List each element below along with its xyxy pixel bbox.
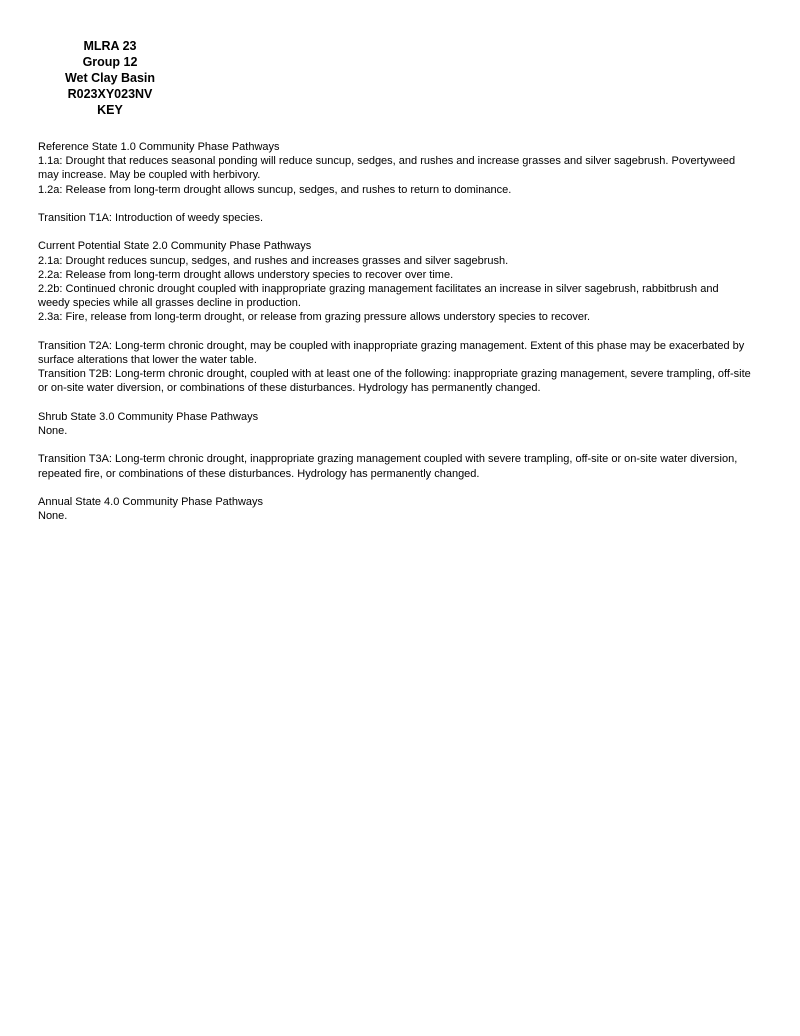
transition-t1a: Transition T1A: Introduction of weedy species.: [38, 212, 264, 224]
transition-t3a: Transition T3A: Long-term chronic drought, inappropriate grazing management coupled with severe trampling, off-site or on-site water diversion, repeated fire, or combinations of these disturbances. Hydrology has permanently changed.: [38, 453, 738, 480]
header-key: KEY: [97, 103, 123, 117]
shrub-pathways-none: None.: [38, 425, 68, 437]
section-title: Annual State 4.0 Community Phase Pathways: [38, 495, 264, 508]
section-transition-t1a: [38, 211, 753, 225]
header-site-name: Wet Clay Basin: [64, 71, 156, 85]
pathway-2-2b: 2.2b: Continued chronic drought coupled with inappropriate grazing management facilitates an increase in silver sagebrush, rabbitbrush and weedy species while all grasses decline in production.: [38, 283, 719, 310]
section-title: Current Potential State 2.0 Community Phase Pathways: [38, 240, 312, 253]
transition-t2a: Transition T2A: Long-term chronic drought, may be coupled with inappropriate grazing management. Extent of this phase may be exacerbated by surface alterations that lower the water table.: [38, 339, 745, 366]
header-mlra: MLRA 23: [83, 39, 137, 53]
section-title: Reference State 1.0 Community Phase Pathways: [38, 141, 280, 153]
document-body: [38, 140, 753, 538]
annual-pathways-none: None.: [38, 510, 68, 523]
section-reference-state: [38, 140, 753, 197]
pathway-2-1a: 2.1a: Drought reduces suncup, sedges, and rushes and increases grasses and silver sagebrush.: [38, 254, 509, 267]
pathway-2-2a: 2.2a: Release from long-term drought allows understory species to recover over time.: [38, 268, 454, 281]
section-shrub-state: [38, 410, 753, 438]
section-annual-state: [38, 495, 753, 523]
pathway-1-1a: 1.1a: Drought that reduces seasonal ponding will reduce suncup, sedges, and rushes and increase grasses and silver sagebrush. Povertyweed may increase. May be coupled with herbivory.: [38, 155, 736, 182]
pathway-2-3a: 2.3a: Fire, release from long-term drought, or release from grazing pressure allows understory species to recover.: [38, 311, 591, 324]
section-transition-t2: [38, 339, 753, 396]
document-header: [30, 38, 190, 118]
section-transition-t3a: [38, 452, 753, 480]
section-title: Shrub State 3.0 Community Phase Pathways: [38, 410, 259, 423]
transition-t2b: Transition T2B: Long-term chronic drought, coupled with at least one of the following: inappropriate grazing management, severe trampling, off-site or on-site water diversion, or combinations of these disturbances. Hydrology has permanently changed.: [38, 368, 751, 395]
section-current-potential-state: [38, 239, 753, 324]
header-site-id: R023XY023NV: [67, 87, 153, 101]
header-group: Group 12: [82, 55, 138, 69]
pathway-1-2a: 1.2a: Release from long-term drought allows suncup, sedges, and rushes to return to dominance.: [38, 183, 512, 196]
